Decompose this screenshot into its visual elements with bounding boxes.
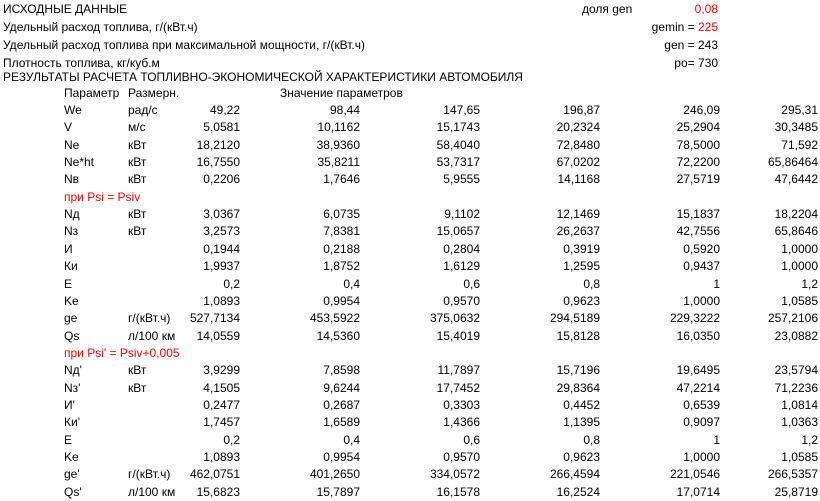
value-cell: 15,1837 bbox=[676, 207, 720, 222]
value-cell: 1,0893 bbox=[203, 293, 240, 308]
value-cell: 462,0751 bbox=[189, 467, 240, 482]
value-cell: 47,2214 bbox=[676, 380, 720, 395]
param-unit: г/(кВт.ч) bbox=[128, 311, 171, 326]
value-cell: 30,3485 bbox=[774, 120, 818, 135]
param-unit: кВт bbox=[128, 155, 147, 170]
value-cell: 9,6244 bbox=[323, 380, 360, 395]
value-cell: 375,0632 bbox=[429, 311, 480, 326]
value-cell: 0,2188 bbox=[323, 241, 360, 256]
value-cell: 16,0350 bbox=[676, 328, 720, 343]
value-cell: 11,7897 bbox=[437, 363, 480, 378]
param-unit: кВт bbox=[128, 363, 147, 378]
value-cell: 58,4040 bbox=[436, 137, 480, 152]
value-cell: 0,9954 bbox=[323, 450, 360, 464]
value-cell: 14,1168 bbox=[557, 172, 600, 187]
col-header-values: Значение параметров bbox=[280, 86, 403, 100]
param-name: ge bbox=[64, 311, 78, 326]
value-cell: 67,0202 bbox=[556, 155, 600, 170]
value-cell: 98,44 bbox=[329, 103, 360, 117]
value-cell: 1,0000 bbox=[683, 293, 720, 308]
value-cell: 527,7134 bbox=[189, 311, 240, 326]
value-cell: 65,86464 bbox=[767, 155, 818, 170]
value-cell: 15,8128 bbox=[556, 328, 600, 343]
value-cell: 1,1395 bbox=[563, 415, 600, 430]
value-cell: 1,7646 bbox=[323, 172, 360, 187]
param-name: Ne*ht bbox=[64, 155, 95, 170]
value-cell: 1,9937 bbox=[203, 259, 240, 274]
value-cell: 15,1743 bbox=[436, 120, 480, 135]
value-cell: 221,0546 bbox=[669, 467, 720, 482]
value-cell: 17,0714 bbox=[676, 484, 720, 499]
param-unit: м/с bbox=[128, 120, 146, 135]
param-unit: кВт bbox=[128, 224, 147, 239]
value-cell: 3,0367 bbox=[203, 207, 240, 222]
param-unit: л/100 км bbox=[128, 484, 176, 499]
value-cell: 7,8381 bbox=[323, 224, 360, 239]
value-cell: 71,2236 bbox=[774, 380, 818, 395]
value-cell: 4,1505 bbox=[203, 380, 240, 395]
value-cell: 12,1469 bbox=[556, 207, 600, 222]
param-unit: кВт bbox=[128, 207, 147, 222]
value-cell: 196,87 bbox=[563, 103, 600, 117]
value-cell: 7,8598 bbox=[323, 363, 360, 378]
value-cell: 266,5357 bbox=[767, 467, 818, 482]
value-cell: 15,4019 bbox=[436, 328, 480, 343]
value-cell: 14,0559 bbox=[196, 328, 240, 343]
value-cell: 0,6 bbox=[463, 432, 480, 447]
value-cell: 147,65 bbox=[443, 103, 480, 117]
value-cell: 0,9097 bbox=[683, 415, 720, 430]
param-name: Ne bbox=[64, 137, 80, 152]
value-cell: 294,5189 bbox=[549, 311, 600, 326]
value-cell: 257,2106 bbox=[767, 311, 818, 326]
value-cell: 18,2204 bbox=[774, 207, 818, 222]
share-gen-value: 0,08 bbox=[694, 2, 718, 16]
value-cell: 0,8 bbox=[583, 432, 600, 447]
value-cell: 14,5360 bbox=[316, 328, 360, 343]
value-cell: 5,0581 bbox=[203, 120, 240, 135]
density-label: Плотность топлива, кг/куб.м bbox=[3, 56, 160, 70]
value-cell: 42,7556 bbox=[676, 224, 720, 239]
param-unit: кВт bbox=[128, 137, 147, 152]
param-name: Nв bbox=[64, 172, 80, 187]
value-cell: 0,8 bbox=[583, 276, 600, 291]
param-unit: рад/с bbox=[128, 103, 158, 117]
value-cell: 1,2595 bbox=[563, 259, 600, 274]
param-name: Nз' bbox=[64, 380, 81, 395]
param-name: Qs' bbox=[64, 484, 82, 499]
header-title: ИСХОДНЫЕ ДАННЫЕ bbox=[3, 2, 128, 16]
value-cell: 246,09 bbox=[683, 103, 720, 117]
po-value: po= 730 bbox=[674, 56, 718, 70]
value-cell: 1,6589 bbox=[323, 415, 360, 430]
value-cell: 1,2 bbox=[801, 276, 818, 291]
value-cell: 23,0882 bbox=[774, 328, 818, 343]
value-cell: 0,9570 bbox=[443, 450, 480, 464]
value-cell: 0,4452 bbox=[563, 397, 600, 412]
value-cell: 295,31 bbox=[781, 103, 818, 117]
value-cell: 401,2650 bbox=[309, 467, 360, 482]
param-unit: л/100 км bbox=[128, 328, 176, 343]
param-name: Ke bbox=[64, 293, 79, 308]
value-cell: 0,4 bbox=[343, 276, 360, 291]
value-cell: 16,1578 bbox=[436, 484, 480, 499]
gemin-value: 225 bbox=[697, 20, 718, 34]
value-cell: 0,9623 bbox=[563, 293, 600, 308]
value-cell: 1,2 bbox=[801, 432, 818, 447]
value-cell: 16,7550 bbox=[196, 155, 240, 170]
value-cell: 49,22 bbox=[209, 103, 240, 117]
param-unit: кВт bbox=[128, 380, 147, 395]
param-name: Qs bbox=[64, 328, 80, 343]
value-cell: 1,0363 bbox=[781, 415, 818, 430]
value-cell: 15,0657 bbox=[436, 224, 480, 239]
param-name: Ки bbox=[64, 259, 78, 274]
value-cell: 453,5922 bbox=[309, 311, 360, 326]
value-cell: 0,3303 bbox=[443, 397, 480, 412]
value-cell: 1,7457 bbox=[203, 415, 240, 430]
value-cell: 0,4 bbox=[343, 432, 360, 447]
param-name: V bbox=[64, 120, 73, 135]
value-cell: 0,2687 bbox=[323, 397, 360, 412]
value-cell: 15,7196 bbox=[556, 363, 600, 378]
value-cell: 15,7897 bbox=[316, 484, 360, 499]
value-cell: 72,8480 bbox=[556, 137, 600, 152]
value-cell: 47,6442 bbox=[774, 172, 818, 187]
value-cell: 5,9555 bbox=[443, 172, 480, 187]
value-cell: 0,3919 bbox=[563, 241, 600, 256]
value-cell: 15,6823 bbox=[196, 484, 240, 499]
section-label: при Psi = Psiv bbox=[64, 189, 141, 204]
value-cell: 0,9437 bbox=[683, 259, 720, 274]
value-cell: 1,0814 bbox=[781, 397, 818, 412]
value-cell: 6,0735 bbox=[323, 207, 360, 222]
param-name: Nд' bbox=[64, 363, 82, 378]
value-cell: 0,9623 bbox=[563, 450, 600, 464]
value-cell: 71,592 bbox=[781, 137, 818, 152]
value-cell: 1 bbox=[713, 276, 720, 291]
value-cell: 1,0893 bbox=[203, 450, 240, 464]
value-cell: 0,9570 bbox=[443, 293, 480, 308]
value-cell: 20,2324 bbox=[556, 120, 600, 135]
col-header-unit: Размерн. bbox=[128, 86, 180, 100]
share-gen-label: доля gen bbox=[582, 2, 633, 16]
value-cell: 29,8364 bbox=[556, 380, 600, 395]
value-cell: 9,1102 bbox=[444, 207, 480, 222]
param-name: И' bbox=[64, 397, 75, 412]
param-name: И bbox=[64, 241, 73, 256]
col-header-param: Параметр bbox=[64, 86, 120, 100]
value-cell: 1,0000 bbox=[781, 259, 818, 274]
value-cell: 16,2524 bbox=[556, 484, 600, 499]
param-name: E bbox=[64, 432, 73, 447]
value-cell: 25,8719 bbox=[774, 484, 818, 499]
spec-fuel-label: Удельный расход топлива, г/(кВт.ч) bbox=[3, 20, 198, 34]
value-cell: 1 bbox=[713, 432, 720, 447]
gemin-field bbox=[652, 18, 718, 36]
param-name: Ки' bbox=[64, 415, 80, 430]
value-cell: 1,0000 bbox=[781, 241, 818, 256]
value-cell: 19,6495 bbox=[676, 363, 720, 378]
gemin-label: gemin = bbox=[651, 20, 698, 34]
value-cell: 26,2637 bbox=[556, 224, 600, 239]
value-cell: 3,2573 bbox=[203, 224, 240, 239]
value-cell: 10,1162 bbox=[317, 120, 360, 135]
value-cell: 266,4594 bbox=[549, 467, 600, 482]
value-cell: 65,8646 bbox=[774, 224, 818, 239]
section-label: при Psi' = Psiv+0,005 bbox=[64, 345, 180, 360]
spec-fuel-max-label: Удельный расход топлива при максимальной мощности, г/(кВт.ч) bbox=[3, 38, 365, 52]
param-name: Ke bbox=[64, 450, 79, 464]
value-cell: 17,7452 bbox=[436, 380, 480, 395]
value-cell: 0,2477 bbox=[203, 397, 240, 412]
param-name: We bbox=[64, 103, 82, 117]
value-cell: 38,9360 bbox=[316, 137, 360, 152]
value-cell: 3,9299 bbox=[203, 363, 240, 378]
value-cell: 78,5000 bbox=[676, 137, 720, 152]
value-cell: 229,3222 bbox=[669, 311, 720, 326]
value-cell: 1,8752 bbox=[323, 259, 360, 274]
value-cell: 334,0572 bbox=[429, 467, 480, 482]
value-cell: 53,7317 bbox=[436, 155, 480, 170]
value-cell: 25,2904 bbox=[676, 120, 720, 135]
value-cell: 72,2200 bbox=[676, 155, 720, 170]
value-cell: 0,2804 bbox=[443, 241, 480, 256]
param-name: ge' bbox=[64, 467, 80, 482]
value-cell: 1,4366 bbox=[443, 415, 480, 430]
value-cell: 1,0585 bbox=[781, 293, 818, 308]
value-cell: 0,9954 bbox=[323, 293, 360, 308]
value-cell: 1,0000 bbox=[683, 450, 720, 464]
value-cell: 0,6539 bbox=[683, 397, 720, 412]
param-name: Nз bbox=[64, 224, 79, 239]
param-unit: г/(кВт.ч) bbox=[128, 467, 171, 482]
value-cell: 0,6 bbox=[463, 276, 480, 291]
value-cell: 35,8211 bbox=[317, 155, 360, 170]
value-cell: 1,6129 bbox=[443, 259, 480, 274]
param-name: E bbox=[64, 276, 73, 291]
gen-value: gen = 243 bbox=[664, 38, 718, 52]
value-cell: 18,2120 bbox=[196, 137, 240, 152]
value-cell: 0,2206 bbox=[203, 172, 240, 187]
value-cell: 0,5920 bbox=[683, 241, 720, 256]
value-cell: 1,0585 bbox=[781, 450, 818, 464]
value-cell: 0,2 bbox=[223, 432, 240, 447]
results-title: РЕЗУЛЬТАТЫ РАСЧЕТА ТОПЛИВНО-ЭКОНОМИЧЕСКОЙ ХАРАКТЕРИСТИКИ АВТОМОБИЛЯ bbox=[3, 70, 523, 84]
value-cell: 23,5794 bbox=[774, 363, 818, 378]
value-cell: 27,5719 bbox=[676, 172, 720, 187]
param-name: Nд bbox=[64, 207, 80, 222]
param-unit: кВт bbox=[128, 172, 147, 187]
value-cell: 0,1944 bbox=[203, 241, 240, 256]
value-cell: 0,2 bbox=[223, 276, 240, 291]
